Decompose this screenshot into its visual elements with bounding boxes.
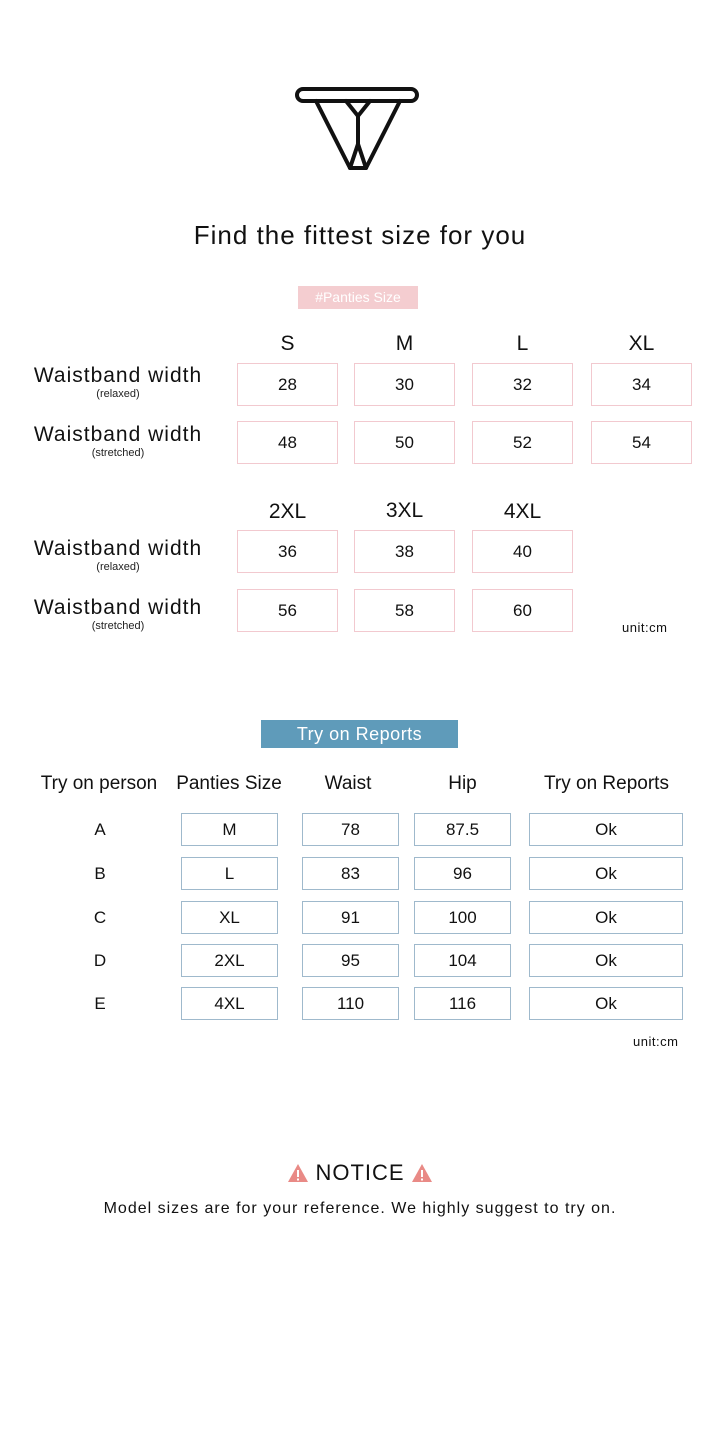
size-cell: 56	[237, 589, 338, 632]
waist-cell: 95	[302, 944, 399, 977]
report-cell: Ok	[529, 944, 683, 977]
size-header: L	[516, 332, 529, 355]
size-header: S	[280, 332, 295, 355]
row-label-main: Waistband width	[33, 423, 203, 446]
panties-size-tag: #Panties Size	[298, 286, 418, 309]
size-header: 2XL	[268, 500, 307, 523]
try-on-reports-tag: Try on Reports	[261, 720, 458, 748]
size-cell: L	[181, 857, 278, 890]
row-label-relaxed	[20, 537, 216, 573]
person-label: E	[94, 994, 106, 1013]
size-header: 4XL	[503, 500, 542, 523]
size-header: 3XL	[385, 499, 424, 522]
row-label-sub: (relaxed)	[96, 388, 140, 400]
waist-cell: 78	[302, 813, 399, 846]
size-cell: 50	[354, 421, 455, 464]
size-header: XL	[628, 332, 655, 355]
row-label-sub: (stretched)	[91, 620, 145, 632]
size-cell: 58	[354, 589, 455, 632]
person-label: B	[94, 864, 106, 883]
size-cell: 60	[472, 589, 573, 632]
report-cell: Ok	[529, 901, 683, 934]
hip-cell: 104	[414, 944, 511, 977]
row-label-stretched	[20, 596, 216, 632]
size-cell: 2XL	[181, 944, 278, 977]
size-cell: 28	[237, 363, 338, 406]
column-header: Hip	[448, 773, 477, 794]
notice-heading	[0, 1160, 720, 1186]
unit-label: unit:cm	[622, 620, 668, 635]
column-header: Try on person	[40, 773, 158, 794]
row-label-stretched	[20, 423, 216, 459]
report-cell: Ok	[529, 813, 683, 846]
waist-cell: 110	[302, 987, 399, 1020]
size-cell: M	[181, 813, 278, 846]
column-header: Try on Reports	[544, 773, 669, 794]
person-label: A	[94, 820, 106, 839]
size-cell: 54	[591, 421, 692, 464]
column-header: Panties Size	[176, 773, 282, 794]
report-cell: Ok	[529, 857, 683, 890]
person-label: D	[93, 951, 107, 970]
column-header: Waist	[324, 773, 372, 794]
hip-cell: 116	[414, 987, 511, 1020]
row-label-main: Waistband width	[33, 537, 203, 560]
size-cell: 52	[472, 421, 573, 464]
size-cell: 40	[472, 530, 573, 573]
size-cell: 34	[591, 363, 692, 406]
report-cell: Ok	[529, 987, 683, 1020]
size-cell: 4XL	[181, 987, 278, 1020]
size-cell: 30	[354, 363, 455, 406]
hip-cell: 96	[414, 857, 511, 890]
size-cell: 48	[237, 421, 338, 464]
waist-cell: 91	[302, 901, 399, 934]
size-cell: 32	[472, 363, 573, 406]
size-cell: 36	[237, 530, 338, 573]
hip-cell: 100	[414, 901, 511, 934]
waist-cell: 83	[302, 857, 399, 890]
row-label-main: Waistband width	[33, 596, 203, 619]
row-label-relaxed	[20, 364, 216, 400]
warning-icon	[411, 1163, 433, 1183]
row-label-sub: (relaxed)	[96, 561, 140, 573]
unit-label: unit:cm	[633, 1034, 679, 1049]
size-cell: 38	[354, 530, 455, 573]
row-label-main: Waistband width	[33, 364, 203, 387]
hip-cell: 87.5	[414, 813, 511, 846]
notice-text: Model sizes are for your reference. We highly suggest to try on.	[103, 1200, 617, 1217]
person-label: C	[93, 908, 107, 927]
notice-title: NOTICE	[315, 1160, 405, 1185]
warning-icon	[287, 1163, 309, 1183]
panties-icon	[294, 84, 422, 174]
page-title: Find the fittest size for you	[193, 220, 527, 250]
size-cell: XL	[181, 901, 278, 934]
row-label-sub: (stretched)	[91, 447, 145, 459]
size-header: M	[395, 332, 414, 355]
